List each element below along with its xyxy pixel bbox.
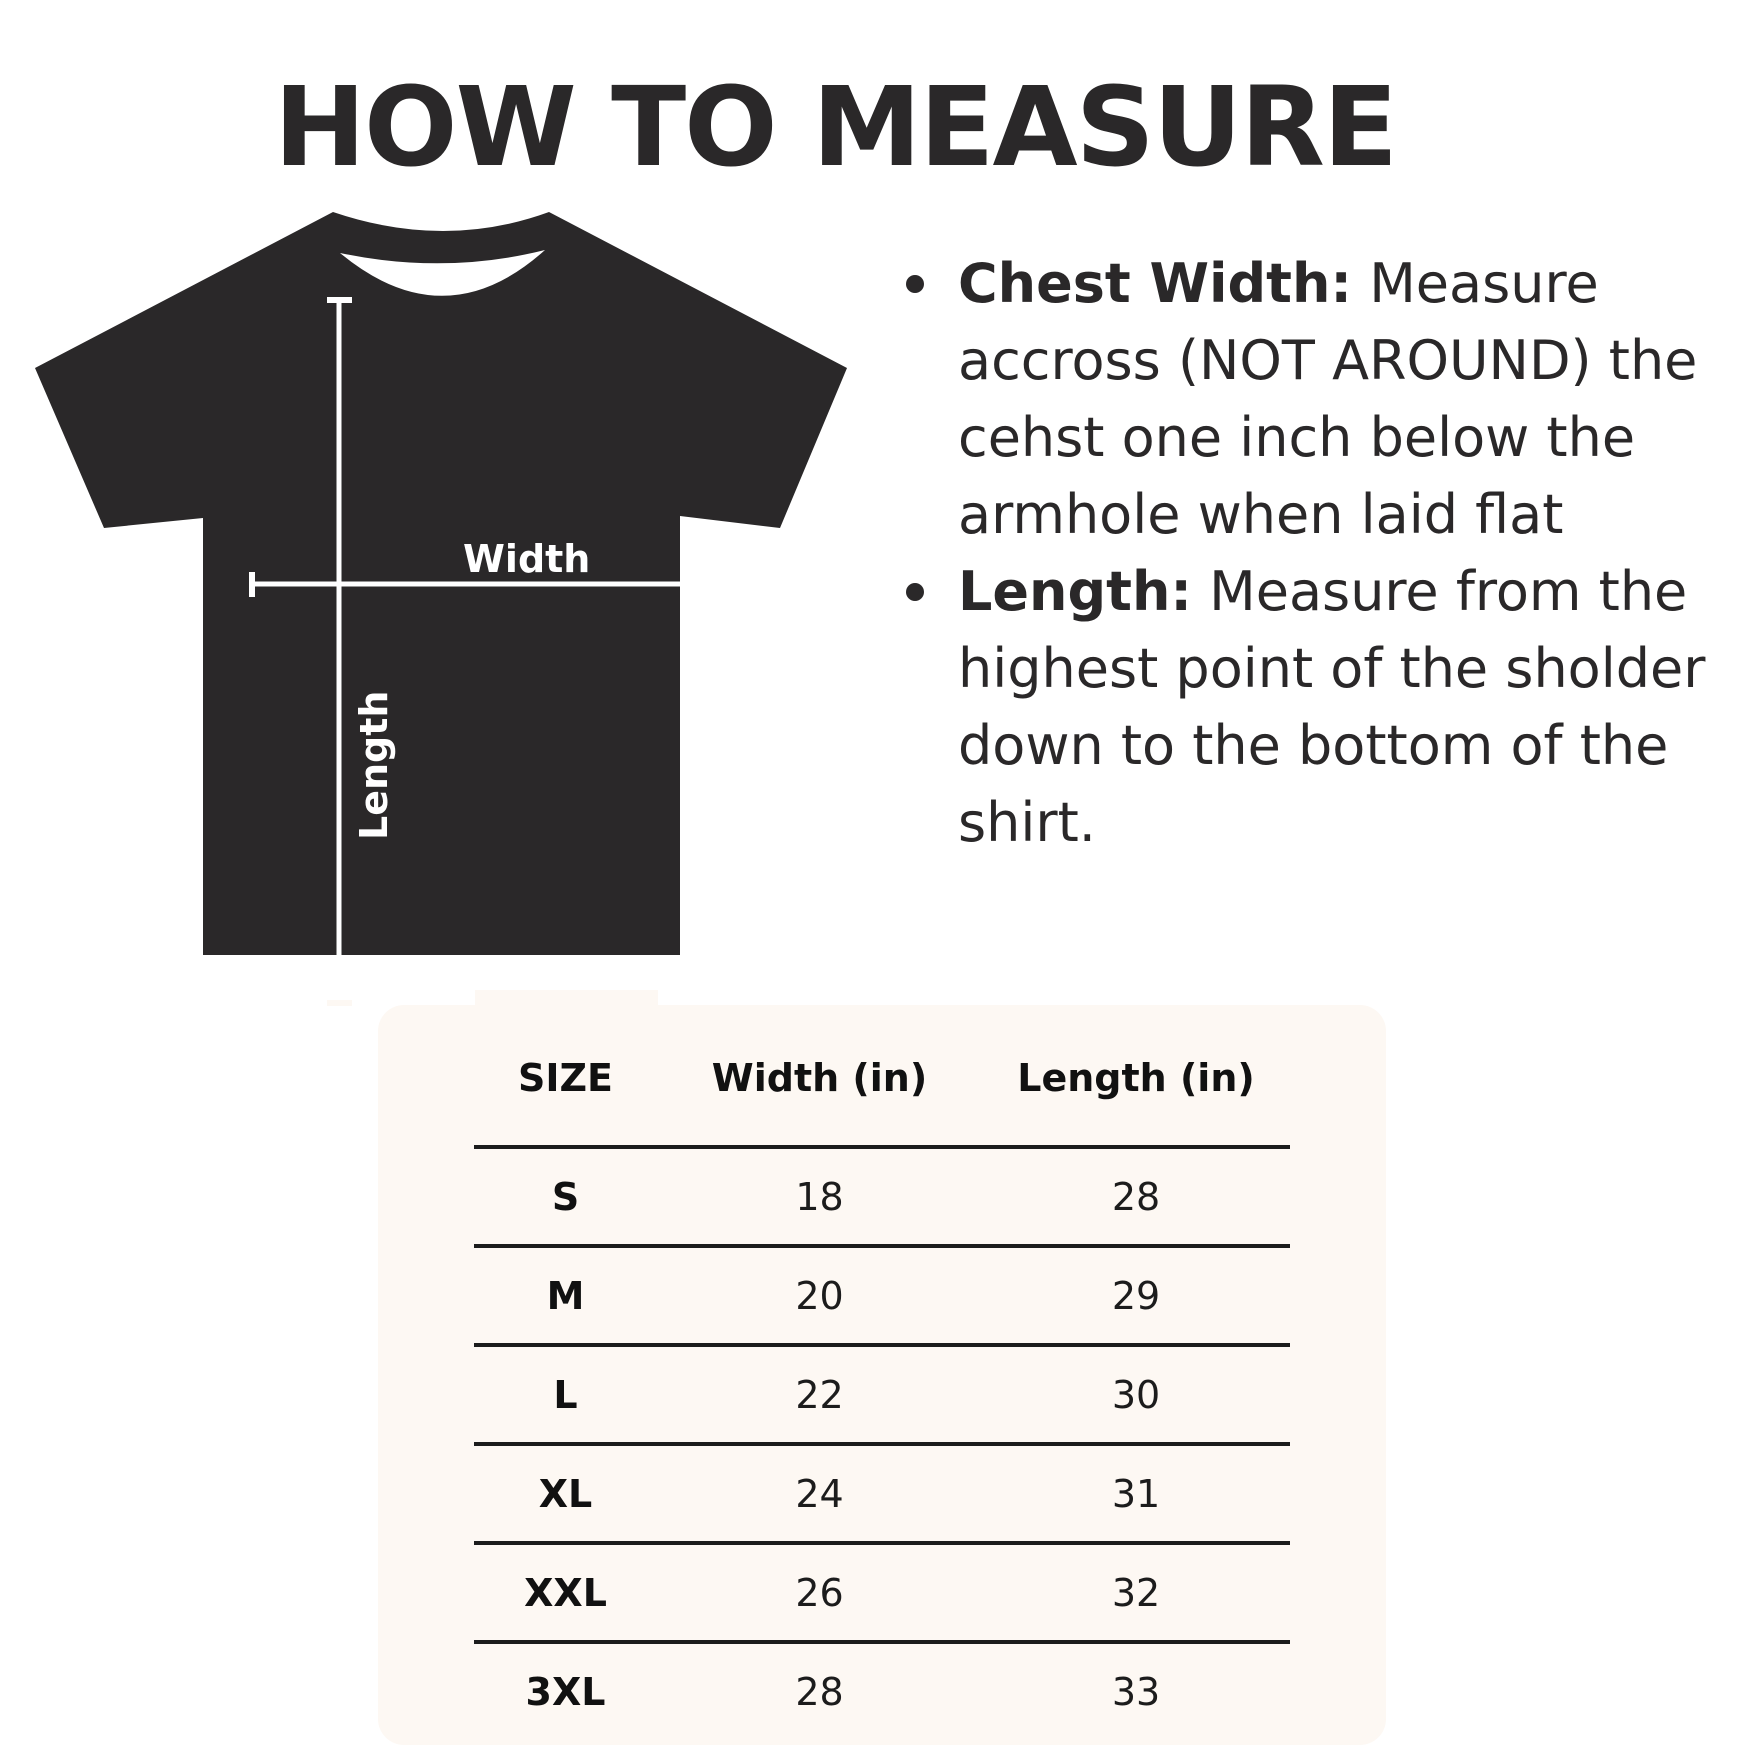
- size-cell: XXL: [474, 1543, 657, 1642]
- size-cell: M: [474, 1246, 657, 1345]
- header-width: Width (in): [657, 1010, 982, 1147]
- size-cell: 3XL: [525, 1669, 606, 1714]
- header-size: SIZE: [474, 1010, 657, 1147]
- width-cell: 20: [657, 1246, 982, 1345]
- bullet-icon: [906, 275, 924, 293]
- instruction-chest-width: [900, 245, 1730, 553]
- length-label: Length: [352, 690, 396, 840]
- width-cell: 18: [657, 1147, 982, 1246]
- width-cell: 24: [657, 1444, 982, 1543]
- tshirt-svg: [0, 200, 870, 1020]
- instruction-term: Length:: [958, 560, 1192, 623]
- length-cell: 33: [1111, 1669, 1161, 1714]
- table-row: [474, 1345, 1290, 1444]
- instruction-length: [900, 553, 1730, 861]
- instruction-text: Measure from the highest point of the sholder down to the bottom of the shirt.: [958, 560, 1706, 854]
- width-cell: 22: [657, 1345, 982, 1444]
- bullet-icon: [906, 583, 924, 601]
- length-cell: 31: [982, 1444, 1290, 1543]
- header-length: Length (in): [982, 1010, 1290, 1147]
- table-row: [474, 1444, 1290, 1543]
- instruction-term: Chest Width:: [958, 252, 1353, 315]
- instruction-text: Measure accross (NOT AROUND) the cehst one inch below the armhole when laid flat: [958, 252, 1698, 546]
- table-row: [474, 1147, 1290, 1246]
- table-row: [474, 1246, 1290, 1345]
- length-cell: 30: [982, 1345, 1290, 1444]
- table-row: [474, 1642, 1290, 1739]
- width-cell: 26: [657, 1543, 982, 1642]
- size-cell: L: [474, 1345, 657, 1444]
- length-cell: 29: [982, 1246, 1290, 1345]
- size-cell: S: [474, 1147, 657, 1246]
- tshirt-diagram: [0, 200, 870, 1020]
- size-table: [474, 1010, 1290, 1739]
- size-cell: XL: [474, 1444, 657, 1543]
- width-cell: 28: [795, 1669, 844, 1714]
- width-label: Width: [463, 537, 591, 581]
- length-cell: 28: [982, 1147, 1290, 1246]
- length-cell: 32: [982, 1543, 1290, 1642]
- page-title: HOW TO MEASURE: [273, 63, 1397, 191]
- table-header-row: [474, 1010, 1290, 1147]
- measure-instructions: [900, 245, 1730, 861]
- table-row: [474, 1543, 1290, 1642]
